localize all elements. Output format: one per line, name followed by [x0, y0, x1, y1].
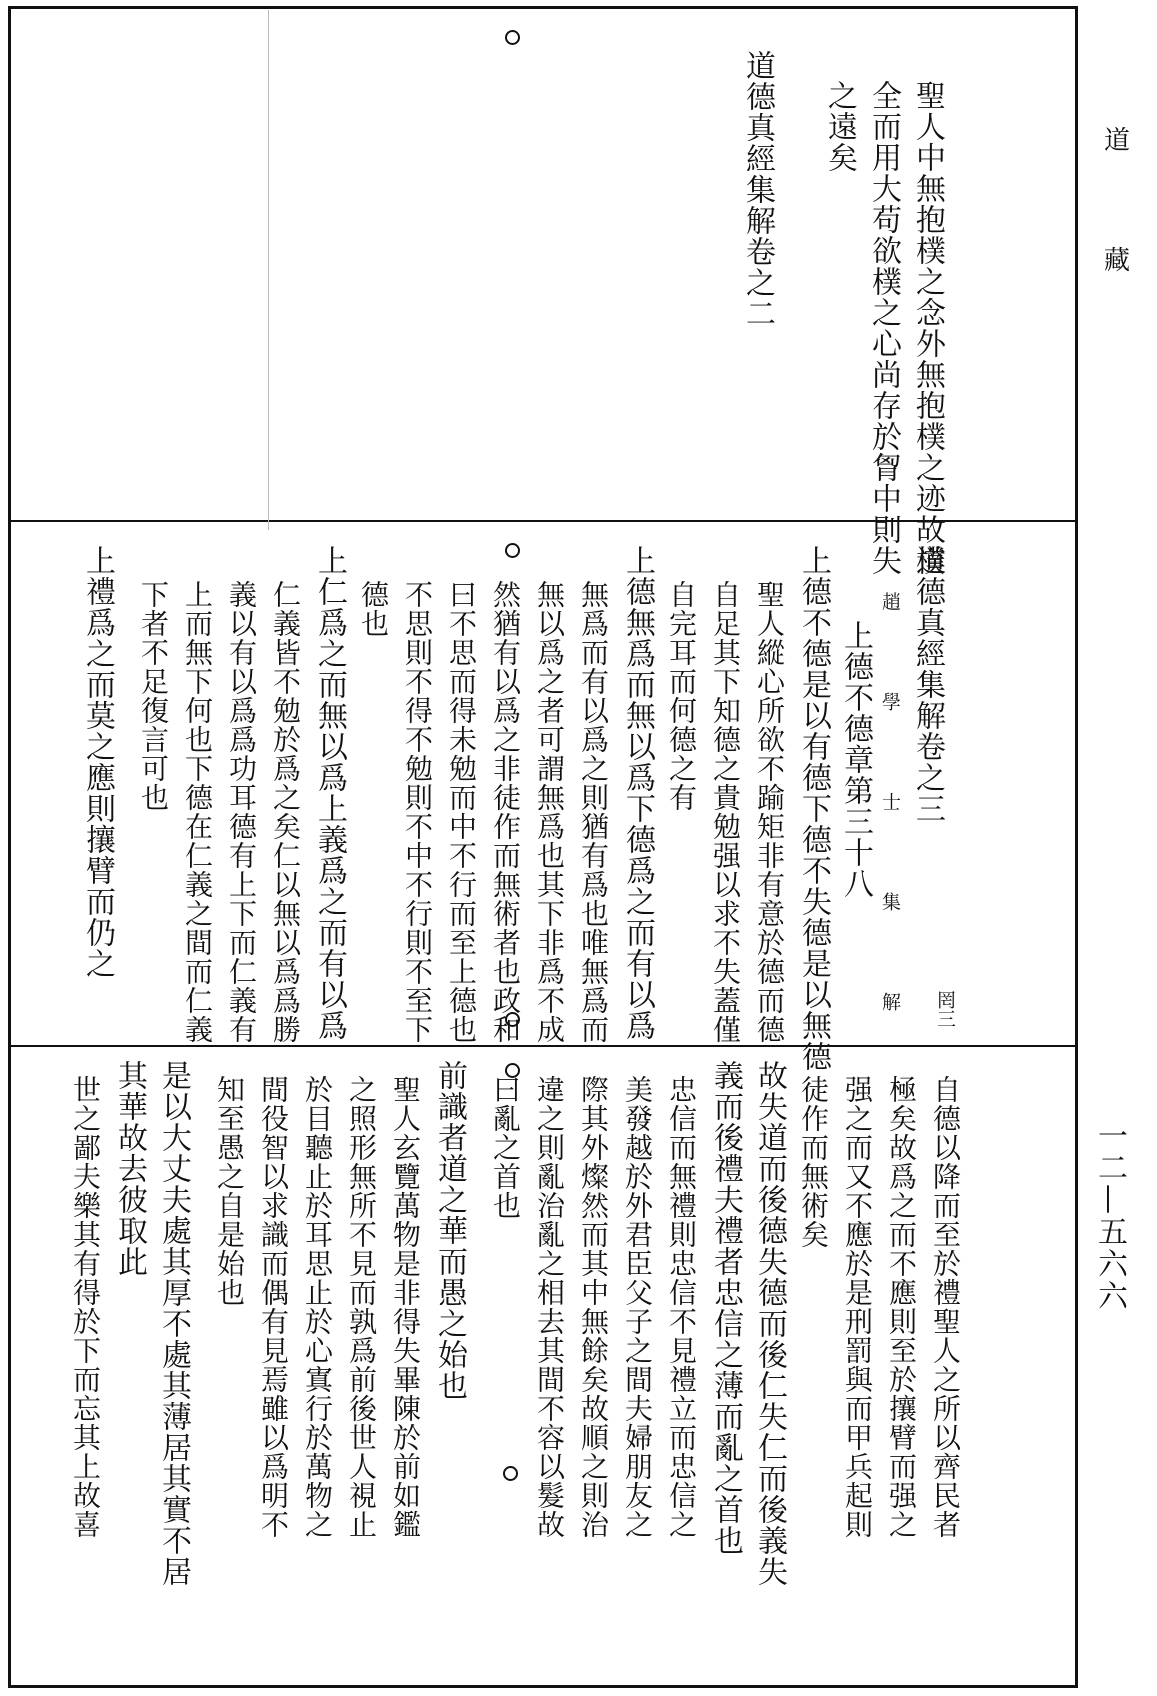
author-char: 解 — [879, 992, 901, 1011]
commentary-column: 下者不足復言可也 — [137, 580, 170, 812]
volume-title: 道德真經集解卷之三 — [910, 545, 945, 824]
margin-zang: 藏 — [1104, 246, 1131, 276]
fold-line — [268, 10, 269, 530]
commentary-column: 忠信而無禮則忠信不見禮立而忠信之 — [665, 1075, 698, 1539]
commentary-column: 自德以降而至於禮聖人之所以齊民者 — [929, 1075, 962, 1539]
commentary-column: 義以有以爲爲功耳德有上下而仁義有 — [225, 580, 258, 1044]
commentary-column: 仁義皆不勉於爲之矣仁以無以爲爲勝 — [269, 580, 302, 1044]
text-column: 其華故去彼取此 — [112, 1060, 147, 1277]
volume-end-title: 道德真經集解卷之二 — [740, 50, 775, 329]
block-tag: 罔三 — [934, 990, 956, 1028]
text-column: 義而後禮夫禮者忠信之薄而亂之首也 — [708, 1060, 743, 1556]
commentary-column: 自足其下知德之貴勉强以求不失蓋僅 — [709, 580, 742, 1044]
commentary-column: 美發越於外君臣父子之間夫婦朋友之 — [621, 1075, 654, 1539]
text-column: 是以大丈夫處其厚不處其薄居其實不居 — [156, 1060, 191, 1587]
commentary-column: 之照形無所不見而孰爲前後世人視止 — [345, 1075, 378, 1539]
text-column: 故失道而後德失德而後仁失仁而後義失 — [752, 1060, 787, 1587]
commentary-column: 徒作而無術矣 — [797, 1075, 830, 1249]
author-char: 士 — [879, 792, 901, 811]
text-column: 上禮爲之而莫之應則攘臂而仍之 — [80, 545, 115, 979]
commentary-column: 際其外燦然而其中無餘矣故順之則治 — [577, 1075, 610, 1539]
commentary-column: 曰不思而得未勉而中不行而至上德也 — [445, 580, 478, 1044]
commentary-column: 聖人玄覽萬物是非得失畢陳於前如鑑 — [389, 1075, 422, 1539]
registration-circle — [503, 1466, 518, 1481]
text-column: 之遠矣 — [822, 80, 857, 173]
commentary-column: 極矣故爲之而不應則至於攘臂而强之 — [885, 1075, 918, 1539]
page-number: 一二—五六六 — [1092, 1120, 1127, 1312]
text-column: 前識者道之華而愚之始也 — [432, 1060, 467, 1401]
author-char: 學 — [879, 692, 901, 711]
margin-dao: 道 — [1104, 126, 1131, 156]
commentary-column: 無爲而有以爲之則猶有爲也唯無爲而 — [577, 580, 610, 1044]
author-char: 集 — [879, 892, 901, 911]
chapter-title: 上德不德章第三十八 — [838, 620, 873, 899]
registration-circle — [505, 30, 520, 45]
text-column: 上仁爲之而無以爲上義爲之而有以爲 — [312, 545, 347, 1041]
commentary-column: 曰亂之首也 — [489, 1075, 522, 1220]
commentary-column: 然猶有以爲之非徒作而無術者也政和 — [489, 580, 522, 1044]
commentary-column: 違之則亂治亂之相去其間不容以髮故 — [533, 1075, 566, 1539]
commentary-column: 聖人縱心所欲不踰矩非有意於德而德 — [753, 580, 786, 1044]
text-column: 聖人中無抱樸之念外無抱樸之迹故樸 — [910, 80, 945, 576]
commentary-column: 世之鄙夫樂其有得於下而忘其上故喜 — [69, 1075, 102, 1539]
text-column: 上德無爲而無以爲下德爲之而有以爲 — [620, 545, 655, 1041]
panel-divider-bottom — [8, 1045, 1078, 1047]
commentary-column: 上而無下何也下德在仁義之間而仁義 — [181, 580, 214, 1044]
author-char: 趙 — [879, 592, 901, 611]
commentary-column: 自完耳而何德之有 — [665, 580, 698, 812]
text-column: 全而用大苟欲樸之心尚存於胷中則失 — [866, 80, 901, 576]
registration-circle — [505, 543, 520, 558]
commentary-column: 無以爲之者可謂無爲也其下非爲不成 — [533, 580, 566, 1044]
commentary-column: 於目聽止於耳思止於心寘行於萬物之 — [301, 1075, 334, 1539]
commentary-column: 知至愚之自是始也 — [213, 1075, 246, 1307]
commentary-column: 德也 — [357, 580, 390, 638]
commentary-column: 不思則不得不勉則不中不行則不至下 — [401, 580, 434, 1044]
commentary-column: 間役智以求識而偶有見焉雖以爲明不 — [257, 1075, 290, 1539]
commentary-column: 强之而又不應於是刑罰與而甲兵起則 — [841, 1075, 874, 1539]
text-column: 上德不德是以有德下德不失德是以無德 — [796, 545, 831, 1072]
